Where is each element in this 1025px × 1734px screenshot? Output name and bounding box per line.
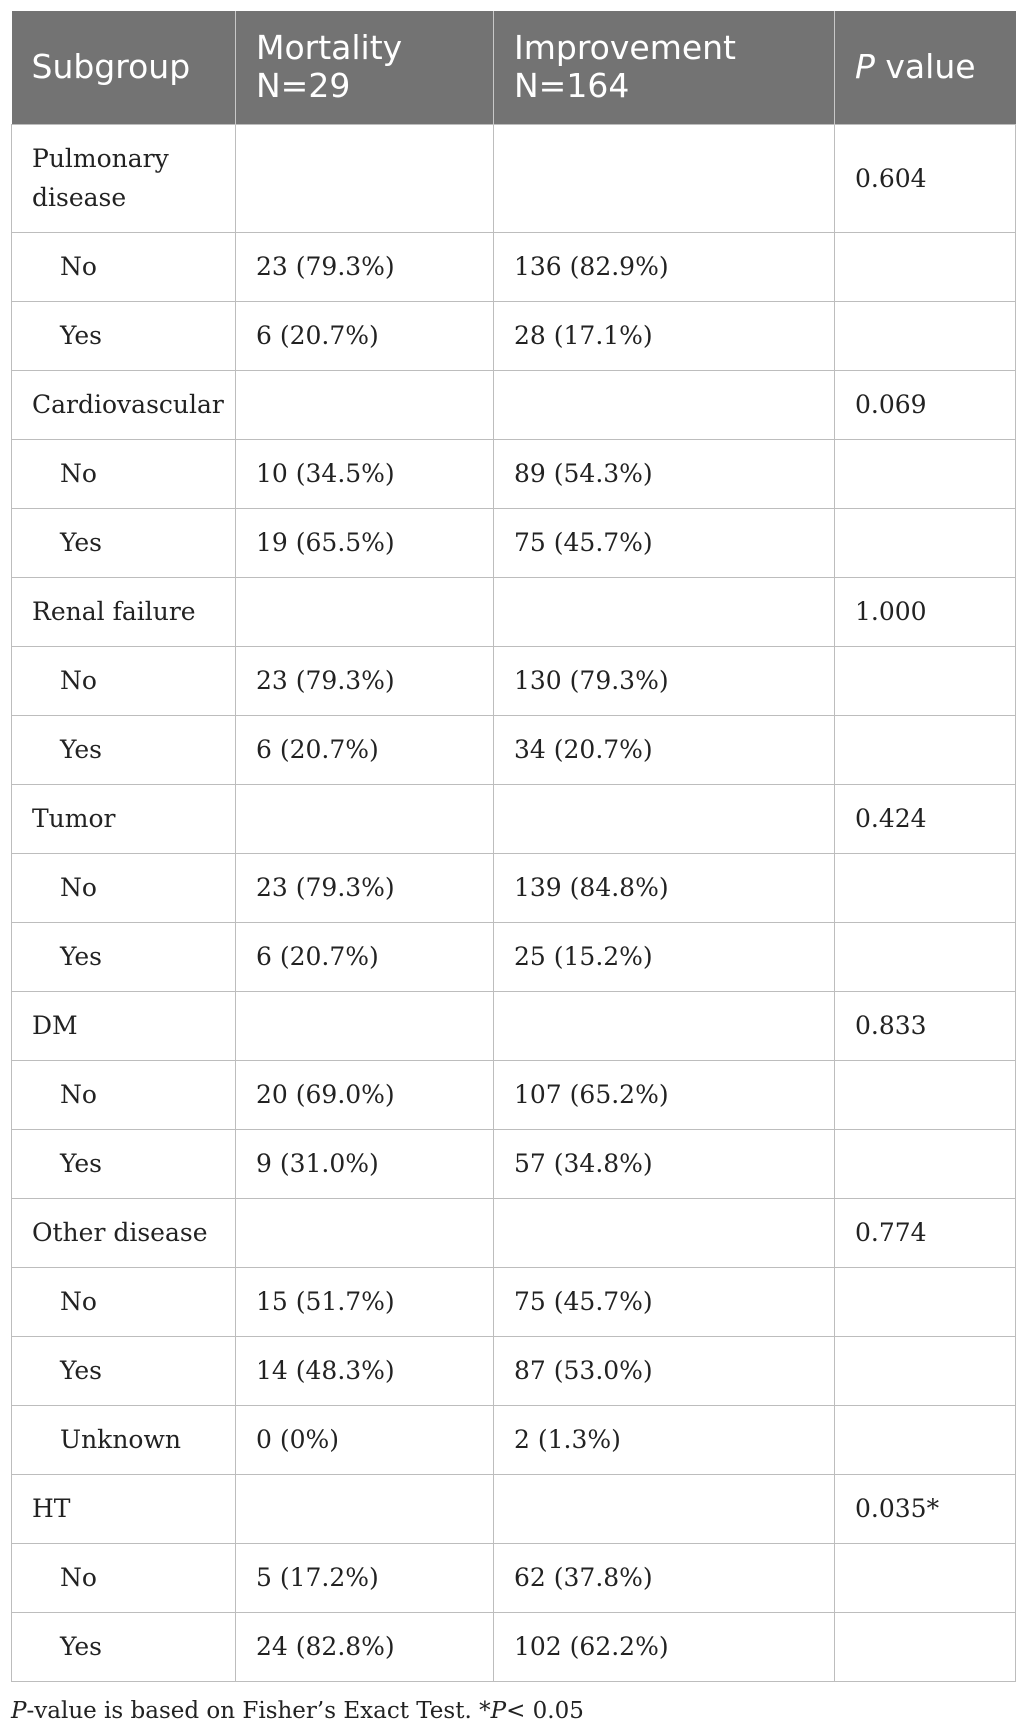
cell-subgroup: Yes [12, 1129, 236, 1198]
cell-improvement [494, 577, 835, 646]
cell-improvement [494, 124, 835, 232]
cell-subgroup: No [12, 1267, 236, 1336]
table-row [12, 1543, 1016, 1612]
cell-p-value [835, 646, 1016, 715]
cell-subgroup: Cardiovascular [12, 370, 236, 439]
cell-mortality [236, 1474, 494, 1543]
cell-mortality [236, 1198, 494, 1267]
table-row [12, 922, 1016, 991]
cell-mortality: 5 (17.2%) [236, 1543, 494, 1612]
group-row [12, 784, 1016, 853]
cell-mortality [236, 577, 494, 646]
cell-improvement [494, 784, 835, 853]
table-row [12, 1612, 1016, 1681]
cell-subgroup: Yes [12, 1612, 236, 1681]
cell-subgroup: Tumor [12, 784, 236, 853]
cell-improvement: 57 (34.8%) [494, 1129, 835, 1198]
cell-p-value [835, 508, 1016, 577]
cell-improvement [494, 991, 835, 1060]
cell-improvement: 25 (15.2%) [494, 922, 835, 991]
table-body [12, 124, 1016, 1681]
cell-mortality: 20 (69.0%) [236, 1060, 494, 1129]
header-improvement-title: Improvement [514, 28, 736, 68]
cell-improvement: 139 (84.8%) [494, 853, 835, 922]
table-row [12, 1129, 1016, 1198]
cell-p-value [835, 853, 1016, 922]
table-header [12, 11, 1016, 124]
cell-improvement: 34 (20.7%) [494, 715, 835, 784]
group-row [12, 991, 1016, 1060]
cell-subgroup: Yes [12, 301, 236, 370]
cell-subgroup: HT [12, 1474, 236, 1543]
cell-mortality: 0 (0%) [236, 1405, 494, 1474]
comorbidity-table [11, 11, 1016, 1682]
cell-mortality: 14 (48.3%) [236, 1336, 494, 1405]
group-row [12, 124, 1016, 232]
cell-subgroup: Yes [12, 922, 236, 991]
cell-improvement: 89 (54.3%) [494, 439, 835, 508]
header-improvement [494, 11, 835, 124]
cell-p-value: 1.000 [835, 577, 1016, 646]
cell-improvement: 75 (45.7%) [494, 1267, 835, 1336]
cell-subgroup: Renal failure [12, 577, 236, 646]
table-row [12, 1267, 1016, 1336]
cell-subgroup: Yes [12, 508, 236, 577]
cell-improvement: 107 (65.2%) [494, 1060, 835, 1129]
cell-improvement: 87 (53.0%) [494, 1336, 835, 1405]
cell-improvement: 75 (45.7%) [494, 508, 835, 577]
cell-subgroup: No [12, 646, 236, 715]
cell-mortality: 6 (20.7%) [236, 922, 494, 991]
data-table-container [11, 11, 1015, 1682]
table-row [12, 301, 1016, 370]
cell-mortality [236, 124, 494, 232]
cell-p-value: 0.833 [835, 991, 1016, 1060]
cell-p-value [835, 715, 1016, 784]
cell-improvement: 102 (62.2%) [494, 1612, 835, 1681]
cell-mortality [236, 991, 494, 1060]
cell-mortality: 23 (79.3%) [236, 853, 494, 922]
cell-subgroup: Pulmonary disease [12, 124, 236, 232]
cell-mortality: 19 (65.5%) [236, 508, 494, 577]
cell-improvement [494, 1198, 835, 1267]
cell-subgroup: No [12, 853, 236, 922]
cell-p-value [835, 232, 1016, 301]
cell-mortality: 6 (20.7%) [236, 715, 494, 784]
cell-mortality [236, 370, 494, 439]
cell-p-value [835, 301, 1016, 370]
cell-improvement [494, 370, 835, 439]
group-row [12, 1198, 1016, 1267]
group-row [12, 1474, 1016, 1543]
table-row [12, 646, 1016, 715]
cell-subgroup: Other disease [12, 1198, 236, 1267]
header-mortality-title: Mortality [256, 28, 403, 68]
cell-mortality: 6 (20.7%) [236, 301, 494, 370]
table-row [12, 439, 1016, 508]
table-row [12, 853, 1016, 922]
table-row [12, 1405, 1016, 1474]
cell-improvement [494, 1474, 835, 1543]
header-subgroup: Subgroup [12, 11, 236, 124]
cell-p-value [835, 1129, 1016, 1198]
group-row [12, 370, 1016, 439]
cell-p-value [835, 1060, 1016, 1129]
cell-mortality: 23 (79.3%) [236, 232, 494, 301]
header-p-value: P value [835, 11, 1016, 124]
cell-subgroup: No [12, 1543, 236, 1612]
cell-mortality: 9 (31.0%) [236, 1129, 494, 1198]
cell-p-value: 0.035* [835, 1474, 1016, 1543]
cell-p-value: 0.069 [835, 370, 1016, 439]
cell-mortality [236, 784, 494, 853]
table-row [12, 715, 1016, 784]
cell-improvement: 28 (17.1%) [494, 301, 835, 370]
cell-p-value: 0.774 [835, 1198, 1016, 1267]
cell-improvement: 136 (82.9%) [494, 232, 835, 301]
cell-subgroup: DM [12, 991, 236, 1060]
table-row [12, 1060, 1016, 1129]
cell-p-value [835, 439, 1016, 508]
header-row [12, 11, 1016, 124]
cell-p-value [835, 1405, 1016, 1474]
table-row [12, 508, 1016, 577]
table-row [12, 1336, 1016, 1405]
cell-subgroup: Unknown [12, 1405, 236, 1474]
cell-improvement: 62 (37.8%) [494, 1543, 835, 1612]
cell-p-value [835, 1336, 1016, 1405]
cell-mortality: 10 (34.5%) [236, 439, 494, 508]
cell-subgroup: Yes [12, 715, 236, 784]
table-row [12, 232, 1016, 301]
cell-subgroup: No [12, 1060, 236, 1129]
cell-mortality: 15 (51.7%) [236, 1267, 494, 1336]
cell-p-value [835, 1267, 1016, 1336]
group-row [12, 577, 1016, 646]
cell-improvement: 2 (1.3%) [494, 1405, 835, 1474]
table-footnote: P-value is based on Fisher’s Exact Test. *P< 0.05 [11, 1698, 584, 1724]
header-mortality [236, 11, 494, 124]
cell-p-value [835, 1543, 1016, 1612]
cell-improvement: 130 (79.3%) [494, 646, 835, 715]
cell-subgroup: Yes [12, 1336, 236, 1405]
cell-p-value: 0.424 [835, 784, 1016, 853]
cell-p-value [835, 922, 1016, 991]
cell-p-value: 0.604 [835, 124, 1016, 232]
cell-mortality: 23 (79.3%) [236, 646, 494, 715]
cell-p-value [835, 1612, 1016, 1681]
cell-subgroup: No [12, 232, 236, 301]
header-mortality-n: N=29 [256, 66, 351, 106]
cell-mortality: 24 (82.8%) [236, 1612, 494, 1681]
cell-subgroup: No [12, 439, 236, 508]
header-improvement-n: N=164 [514, 66, 630, 106]
